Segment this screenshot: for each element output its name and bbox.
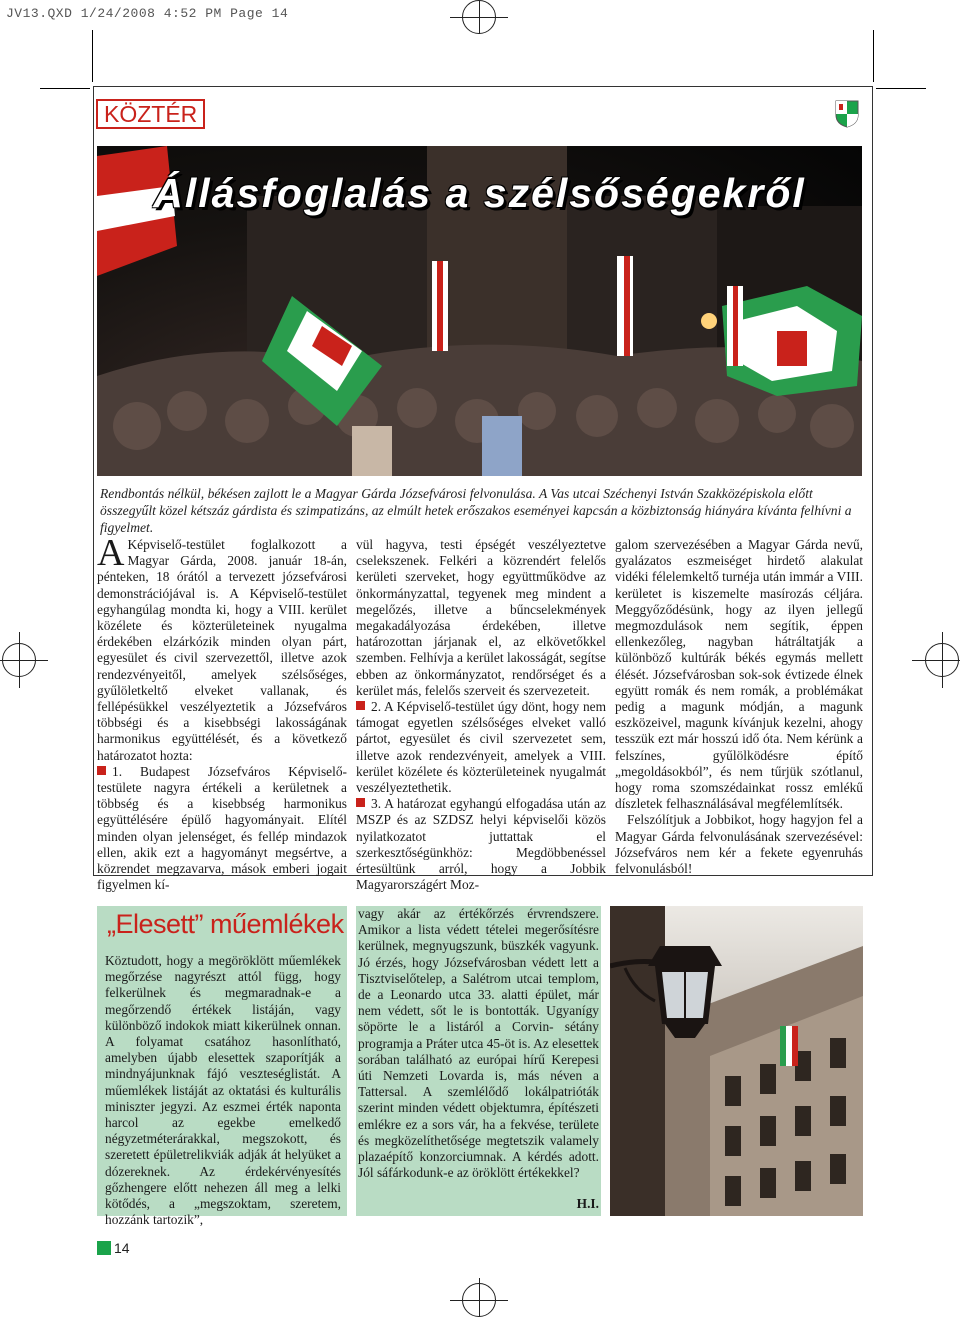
print-slug: JV13.QXD 1/24/2008 4:52 PM Page 14 (6, 6, 289, 21)
article-paragraph: vül hagyva, testi épségét veszélyeztetve cselekszenek. Felkéri a közrendért felelős kerületi szerveket, hogy együttműködve az önkormányzattal, tegyenek meg mindent a megelőzés, illetve a bűncselekmények megakadályozása érdekében, illetve határozottan járjanak el, az elkövetőkkel szemben. Felhívja a kerület lakosságát, segítse ebben az önkormányzatot, rendőrséget és a kerület más, felelős szerveit és szervezeteit. (356, 537, 606, 698)
registration-mark (912, 660, 960, 661)
headline: Állásfoglalás a szélsőségekről (153, 170, 806, 216)
registration-mark (479, 0, 480, 34)
photo-caption: Rendbontás nélkül, békésen zajlott le a Magyar Gárda Józsefvárosi felvonulása. A Vas utcai Széchenyi István Szakközépiskola előtt összegyűlt közel kétszáz gárdista és szimpatizáns, az elmúlt hetek erőszakos eseményei kapcsán a közbiztonság hiányára kívánta felhívni a figyelmet. (100, 486, 852, 535)
article-paragraph: Képviselő-testület foglalkozott a Magyar Gárda, 2008. január 18-án, pénteken, 18 órától a tervezett józsefvárosi demonstrációjával is. A Képviselő-testület egyhangúlag mondta ki, hogy a VIII. kerület közélete és közterületeinek nyugalma érdekében elzárkózik minden olyan párt, egyesület és civil szervezettől, illetve azok rendezvényeitől, amelyek szélsőséges, gyűlöletkeltő elveket vallanak, és fellépésükkel veszélyeztetik a Józsefváros többségi és a kisebbségi lakosságának harmonikus együttélését, és a következő határozatot hozta: (97, 537, 347, 763)
crop-mark (92, 30, 93, 82)
article-column-1 (97, 532, 347, 893)
sidebar-title: „Elesett” műemlékek (107, 909, 344, 939)
article-paragraph: 3. A határozat egyhangú elfogadása után az MSZP és az SZDSZ helyi képviselői közös nyilatkozatot juttattak el szerkesztőségünkhöz: Megdöbbenéssel értesültünk arról, hogy a Jobbik Magyarországért Moz- (356, 796, 606, 893)
registration-mark (0, 660, 48, 661)
sidebar-body (105, 953, 341, 1228)
crop-mark (876, 88, 926, 89)
article-paragraph: 2. A Képviselő-testület úgy dönt, hogy nem támogat egyetlen szélsőséges elveket valló pártot, egyesület és civil szervezetet sem, illetve azok rendezvényeit, amelyek a VIII. kerület közélete és közterületeinek nyugalmát veszélyeztethetik. (356, 699, 606, 796)
page-number: 14 (114, 1240, 130, 1256)
sidebar-continued (356, 906, 601, 1216)
bullet-square-icon (356, 798, 365, 807)
sidebar-paragraph: Köztudott, hogy a megöröklött műemlékek megőrzése nagyrészt attól függ, hogy felkerülnek és megmaradnak-e a megőrzendő értékek listáján, vagy különböző indokok miatt kikerülnek onnan. A folyamat csatához hasonlítható, amelyben újabb elesettek szaporítják a mindnyájunknak fájó veszteséglistát. A műemlékek listáját az oktatási és kulturális miniszter jegyzi. Az eszmei érték naponta harcol az egekbe emelkedő négyzetméterárakkal, megszokott, és szeretett épületrelikviák adják át helyüket a dózereknek. Az érdekérvényesítés gőzhengere előtt nehezen áll meg a lelki kötődés, a „megszoktam, szeretem, hozzánk tartozik”, (105, 953, 341, 1228)
sidebar-box (97, 906, 347, 1228)
page-marker (97, 1241, 111, 1255)
author-signature: H.I. (576, 1196, 599, 1211)
district-emblem-icon (835, 100, 859, 128)
registration-mark (19, 632, 20, 688)
article-paragraph: Felszólítjuk a Jobbikot, hogy hagyjon fel a Magyar Gárda felvonulásának szervezésével: Józsefváros nem kér a fekete egyenruhás felvonulásból! (615, 812, 863, 877)
building-lantern-photo (610, 906, 863, 1216)
registration-mark (479, 1278, 480, 1317)
sidebar-paragraph: vagy akár az értékőrzés érvrendszere. Amikor a lista védett tételei megerősítésre kerülnek, megnyugszunk, büszkék vagyunk. Jó érzés, hogy Józsefvárosban védett lett a Tisztviselőtelep, a Salétrom utcai templom, de a Leonardo utca 33. alatti épület, már nem védett, sőt le is bontották. Ugyanígy söpörte le a listáról a Corvin- sétány programja a Práter utca 45-öt is. Az elesettek sorában található az európai hírű Kerepesi úti Nemzeti Lovarda is, más néven a Tattersal. A szemlélődő lokálpatrióták szerint minden védett objektumra, építészeti emlékre ez a sors vár, ha a fekvése, területe és megközelíthetősége megtetszik valamely plazaépítő konzorciumnak. A kérdés adott. Jól sáfárkodunk-e az öröklött értékekkel? (358, 906, 599, 1181)
article-paragraph: galom szervezésében a Magyar Gárda nevű, gyalázatos eszmeiséget hirdető alakulat vidéki félelemkeltő turnéja után immár a VIII. kerületet is kiszemelte masírozás céljára. Meggyőződésünk, hogy az ilyen jellegű megmozdulások nem segítik, éppen ellenkezőleg, nagyban hátráltatják a különböző kultúrák békés egymás mellett élését. Józsefvárosban sok-sok évtizede élnek együtt romák és nem romák, a problémákat pedig a magunk módján, a magunk eszközeivel, magunk kívánjuk kezelni, ahogy tesszük ezt már hosszú idő óta. Nem kérünk a felszínes, gyűlölködésre építő „megoldásokból”, és nem tűrjük szótlanul, hogy roma szomszédainkat rossz emlékű díszletek felhasználásával megfélemlítsék. (615, 537, 863, 812)
article-column-3 (615, 537, 863, 877)
article-column-2 (356, 537, 606, 893)
dropcap: A (97, 532, 125, 574)
registration-mark (942, 632, 943, 688)
bullet-square-icon (356, 701, 365, 710)
bullet-square-icon (97, 766, 106, 775)
section-label: KÖZTÉR (96, 99, 205, 129)
crop-mark (40, 88, 90, 89)
article-paragraph: 1. Budapest Józsefváros Képviselő-testülete nagyra értékeli a kerületnek a többség és a kisebbség harmonikus együttélésére épülő hagyományait. Elítél minden olyan jelenséget, és fellép mindazok ellen, akik ezt a hagyományt megsértve, a közrendet megzavarva, mások emberi jogait figyelmen kí- (97, 763, 347, 893)
rally-photo (97, 146, 862, 476)
crop-mark (873, 30, 874, 82)
